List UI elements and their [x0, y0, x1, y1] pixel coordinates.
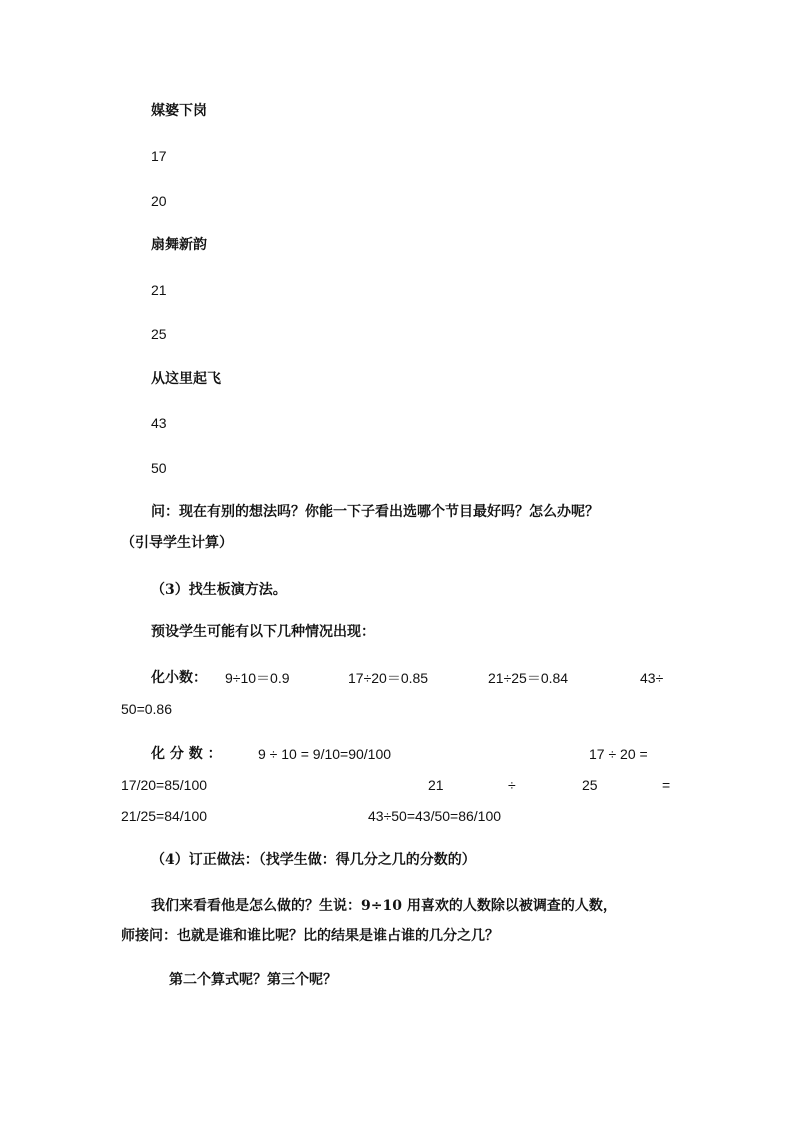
step-four-heading: （4）订正做法：（找学生做：得几分之几的分数的）	[151, 852, 476, 868]
program-liked-count: 17	[151, 148, 167, 164]
paragraph-line: 师接问：也就是谁和谁比呢？比的结果是谁占谁的几分之几？	[121, 928, 499, 944]
decimal-label: 化小数：	[151, 670, 207, 686]
paragraph-line: 我们来看看他是怎么做的？生说：9÷10 用喜欢的人数除以被调查的人数，	[151, 898, 617, 914]
fraction-equation-part: 21	[428, 777, 444, 793]
question-line: 问：现在有别的想法吗？你能一下子看出选哪个节目最好吗？怎么办呢？	[151, 504, 599, 520]
closing-question: 第二个算式呢？第三个呢？	[169, 972, 337, 988]
program-surveyed-count: 20	[151, 193, 167, 209]
fraction-label: 化 分 数 ：	[151, 746, 222, 762]
fraction-equation: 43÷50=43/50=86/100	[368, 808, 502, 824]
fraction-equation-part: 21/25=84/100	[121, 808, 208, 824]
decimal-equation: 9÷10＝0.9	[225, 670, 290, 686]
decimal-equation: 17÷20＝0.85	[348, 670, 429, 686]
program-title: 媒婆下岗	[151, 103, 207, 119]
program-title: 扇舞新韵	[151, 237, 207, 253]
program-liked-count: 21	[151, 282, 167, 298]
step-three-heading: （3）找生板演方法。	[151, 582, 287, 598]
fraction-equation-part: 17/20=85/100	[121, 777, 208, 793]
fraction-equation: 9 ÷ 10 = 9/10=90/100	[258, 746, 392, 762]
fraction-equation-part: =	[662, 777, 671, 793]
program-surveyed-count: 50	[151, 460, 167, 476]
program-surveyed-count: 25	[151, 326, 167, 342]
preset-text: 预设学生可能有以下几种情况出现：	[151, 624, 375, 640]
decimal-equation-part: 43÷	[640, 670, 664, 686]
decimal-equation-part: 50=0.86	[121, 701, 172, 717]
fraction-equation-part: ÷	[508, 777, 516, 793]
question-hint: （引导学生计算）	[121, 535, 233, 551]
decimal-equation: 21÷25＝0.84	[488, 670, 569, 686]
fraction-equation-part: 17 ÷ 20 =	[589, 746, 648, 762]
program-title: 从这里起飞	[151, 371, 221, 387]
fraction-equation-part: 25	[582, 777, 598, 793]
program-liked-count: 43	[151, 415, 167, 431]
